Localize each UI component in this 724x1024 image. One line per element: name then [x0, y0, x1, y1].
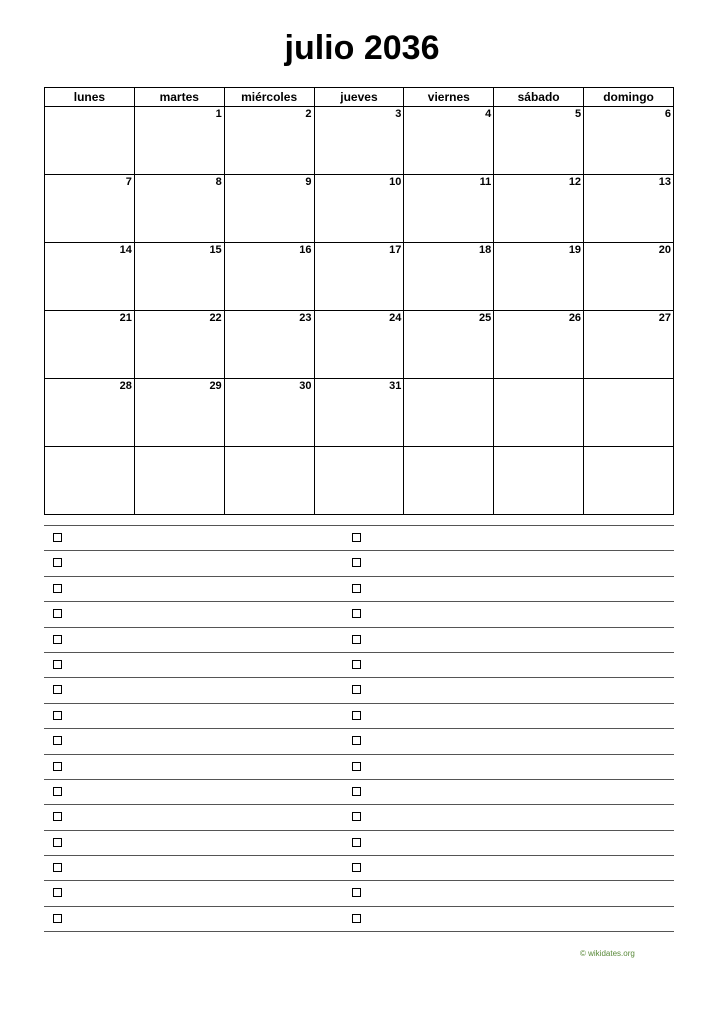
- day-number: 25: [478, 312, 492, 324]
- checklist-row: [44, 678, 674, 703]
- day-number: 21: [119, 312, 132, 324]
- day-number: [494, 447, 583, 448]
- checkbox-icon[interactable]: [53, 609, 62, 618]
- day-number: 10: [389, 176, 402, 188]
- checkbox-icon[interactable]: [53, 787, 62, 796]
- calendar-day-cell: [224, 311, 314, 379]
- checklist-row: [44, 856, 674, 881]
- calendar-day-cell: [134, 243, 224, 311]
- checklist-row: [44, 577, 674, 602]
- calendar-day-cell: [224, 447, 314, 515]
- calendar-day-cell: [494, 107, 584, 175]
- day-number: 27: [658, 312, 671, 324]
- checkbox-icon[interactable]: [53, 838, 62, 847]
- calendar-day-cell: [224, 107, 314, 175]
- checkbox-icon[interactable]: [53, 635, 62, 644]
- day-number: 3: [395, 108, 402, 120]
- day-number: 19: [568, 244, 582, 256]
- calendar-day-cell: [45, 379, 135, 447]
- day-number: [494, 379, 583, 380]
- calendar-week-row: [45, 107, 674, 175]
- calendar-day-cell: [404, 107, 494, 175]
- calendar-day-cell: [404, 447, 494, 515]
- calendar-day-cell: [404, 243, 494, 311]
- day-number: 14: [119, 244, 132, 256]
- day-number: 9: [305, 176, 312, 188]
- calendar-day-cell: [45, 243, 135, 311]
- day-number: [225, 447, 314, 448]
- checkbox-icon[interactable]: [53, 660, 62, 669]
- day-number: 6: [664, 108, 671, 120]
- calendar-day-cell: [404, 175, 494, 243]
- day-number: 26: [568, 312, 582, 324]
- day-number: 5: [574, 108, 582, 120]
- day-number: [404, 379, 493, 380]
- calendar-day-cell: [404, 311, 494, 379]
- calendar-week-row: [45, 311, 674, 379]
- checkbox-icon[interactable]: [352, 609, 361, 618]
- day-number: 4: [485, 108, 492, 120]
- checklist-row: [44, 881, 674, 906]
- calendar-day-cell: [584, 243, 674, 311]
- checklist-row: [44, 907, 674, 932]
- calendar-day-cell: [584, 311, 674, 379]
- calendar-day-cell: [314, 175, 404, 243]
- checkbox-icon[interactable]: [352, 762, 361, 771]
- checkbox-icon[interactable]: [53, 812, 62, 821]
- calendar-day-cell: [494, 243, 584, 311]
- day-number: 30: [299, 380, 312, 392]
- calendar-day-cell: [224, 379, 314, 447]
- calendar-day-cell: [584, 379, 674, 447]
- calendar-day-cell: [224, 175, 314, 243]
- checkbox-icon[interactable]: [53, 863, 62, 872]
- day-number: 20: [658, 244, 671, 256]
- calendar-day-cell: [494, 447, 584, 515]
- checkbox-icon[interactable]: [53, 762, 62, 771]
- weekday-header-row: [45, 88, 674, 107]
- calendar-day-cell: [314, 243, 404, 311]
- day-number: 24: [389, 312, 402, 324]
- checklist: [44, 525, 674, 932]
- day-number: [315, 447, 404, 448]
- calendar-day-cell: [314, 107, 404, 175]
- calendar-day-cell: [45, 107, 135, 175]
- day-number: 31: [389, 380, 402, 392]
- calendar-day-cell: [45, 447, 135, 515]
- calendar-day-cell: [45, 175, 135, 243]
- day-number: [584, 379, 673, 380]
- checkbox-icon[interactable]: [352, 584, 361, 593]
- calendar-day-cell: [314, 311, 404, 379]
- page-title: julio 2036: [284, 29, 440, 67]
- weekday-header: jueves: [314, 88, 404, 107]
- checklist-row: [44, 755, 674, 780]
- weekday-header: lunes: [45, 88, 135, 107]
- weekday-header: martes: [134, 88, 224, 107]
- calendar-week-row: [45, 175, 674, 243]
- checkbox-icon[interactable]: [53, 533, 62, 542]
- checkbox-icon[interactable]: [352, 888, 361, 897]
- day-number: 18: [478, 244, 492, 256]
- checklist-row: [44, 780, 674, 805]
- calendar-day-cell: [584, 107, 674, 175]
- calendar-day-cell: [314, 379, 404, 447]
- checkbox-icon[interactable]: [352, 635, 361, 644]
- checklist-row: [44, 526, 674, 551]
- weekday-header: miércoles: [224, 88, 314, 107]
- checklist-row: [44, 704, 674, 729]
- checkbox-icon[interactable]: [352, 533, 361, 542]
- calendar-day-cell: [404, 379, 494, 447]
- checkbox-icon[interactable]: [53, 914, 62, 923]
- calendar-day-cell: [134, 175, 224, 243]
- day-number: 23: [299, 312, 312, 324]
- checkbox-icon[interactable]: [352, 863, 361, 872]
- calendar-day-cell: [134, 107, 224, 175]
- checklist-row: [44, 805, 674, 830]
- calendar-day-cell: [45, 311, 135, 379]
- calendar-week-row: [45, 243, 674, 311]
- day-number: 8: [215, 176, 222, 188]
- day-number: [45, 447, 134, 448]
- checkbox-icon[interactable]: [53, 711, 62, 720]
- checklist-row: [44, 831, 674, 856]
- day-number: 13: [658, 176, 671, 188]
- day-number: [584, 447, 673, 448]
- checkbox-icon[interactable]: [352, 711, 361, 720]
- day-number: 2: [305, 108, 312, 120]
- checklist-row: [44, 729, 674, 754]
- checkbox-icon[interactable]: [352, 685, 361, 694]
- checkbox-icon[interactable]: [352, 660, 361, 669]
- calendar-day-cell: [314, 447, 404, 515]
- day-number: 7: [125, 176, 132, 188]
- checkbox-icon[interactable]: [53, 888, 62, 897]
- day-number: 29: [209, 380, 222, 392]
- checklist-row: [44, 602, 674, 627]
- footer-credit: © wikidates.org: [580, 949, 635, 958]
- calendar-day-cell: [494, 175, 584, 243]
- day-number: 15: [209, 244, 222, 256]
- day-number: 12: [568, 176, 582, 188]
- checkbox-icon[interactable]: [352, 736, 361, 745]
- checkbox-icon[interactable]: [352, 812, 361, 821]
- day-number: [404, 447, 493, 448]
- checklist-row: [44, 653, 674, 678]
- checkbox-icon[interactable]: [352, 838, 361, 847]
- checklist-row: [44, 551, 674, 576]
- checkbox-icon[interactable]: [53, 584, 62, 593]
- calendar-day-cell: [494, 379, 584, 447]
- weekday-header: sábado: [494, 88, 584, 107]
- weekday-header: viernes: [404, 88, 494, 107]
- calendar-day-cell: [584, 175, 674, 243]
- checkbox-icon[interactable]: [352, 558, 361, 567]
- calendar-day-cell: [584, 447, 674, 515]
- calendar-day-cell: [134, 379, 224, 447]
- calendar-day-cell: [224, 243, 314, 311]
- day-number: 11: [479, 176, 492, 188]
- calendar-grid: [44, 87, 674, 515]
- weekday-header: domingo: [584, 88, 674, 107]
- checkbox-icon[interactable]: [352, 787, 361, 796]
- day-number: 22: [209, 312, 222, 324]
- calendar-week-row: [45, 447, 674, 515]
- checkbox-icon[interactable]: [53, 558, 62, 567]
- calendar-day-cell: [494, 311, 584, 379]
- checkbox-icon[interactable]: [352, 914, 361, 923]
- checkbox-icon[interactable]: [53, 685, 62, 694]
- day-number: 28: [119, 380, 132, 392]
- day-number: [45, 107, 134, 108]
- checkbox-icon[interactable]: [53, 736, 62, 745]
- checklist-row: [44, 628, 674, 653]
- day-number: 17: [389, 244, 402, 256]
- calendar-day-cell: [134, 311, 224, 379]
- day-number: [135, 447, 224, 448]
- day-number: 16: [299, 244, 312, 256]
- day-number: 1: [215, 108, 222, 120]
- calendar-week-row: [45, 379, 674, 447]
- calendar-day-cell: [134, 447, 224, 515]
